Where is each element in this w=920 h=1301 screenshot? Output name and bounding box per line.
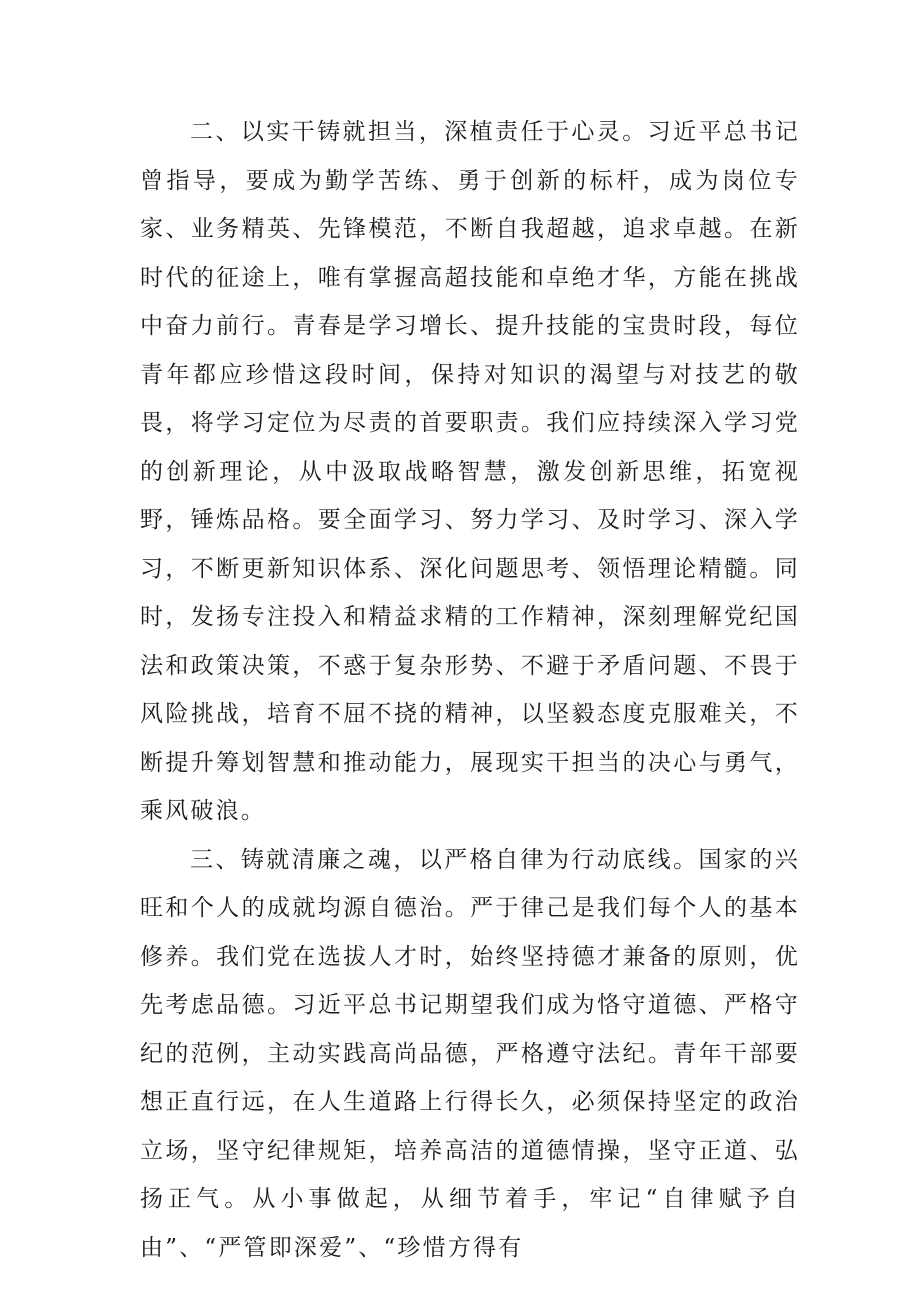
paragraph-2: 二、以实干铸就担当，深植责任于心灵。习近平总书记曾指导，要成为勤学苦练、勇于创新的标杆，成为岗位专家、业务精英、先锋模范，不断自我超越，追求卓越。在新时代的征途上，唯有掌握高超技能和卓绝才华，方能在挑战中奋力前行。青春是学习增长、提升技能的宝贵时段，每位青年都应珍惜这段时间，保持对知识的渴望与对技艺的敬畏，将学习定位为尽责的首要职责。我们应持续深入学习党的创新理论，从中汲取战略智慧，激发创新思维，拓宽视野，锤炼品格。要全面学习、努力学习、及时学习、深入学习，不断更新知识体系、深化问题思考、领悟理论精髓。同时，发扬专注投入和精益求精的工作精神，深刻理解党纪国法和政策决策，不惑于复杂形势、不避于矛盾问题、不畏于风险挑战，培育不屈不挠的精神，以坚毅态度克服难关，不断提升筹划智慧和推动能力，展现实干担当的决心与勇气，乘风破浪。 (140, 119, 800, 824)
body-text (140, 108, 800, 1272)
paragraph-3: 三、铸就清廉之魂，以严格自律为行动底线。国家的兴旺和个人的成就均源自德治。严于律己是我们每个人的基本修养。我们党在选拔人才时，始终坚持德才兼备的原则，优先考虑品德。习近平总书记期望我们成为恪守道德、严格守纪的范例，主动实践高尚品德，严格遵守法纪。青年干部要想正直行远，在人生道路上行得长久，必须保持坚定的政治立场，坚守纪律规矩，培养高洁的道德情操，坚守正道、弘扬正气。从小事做起，从细节着手，牢记“自律赋予自由”、“严管即深爱”、“珍惜方得有 (140, 846, 800, 1261)
